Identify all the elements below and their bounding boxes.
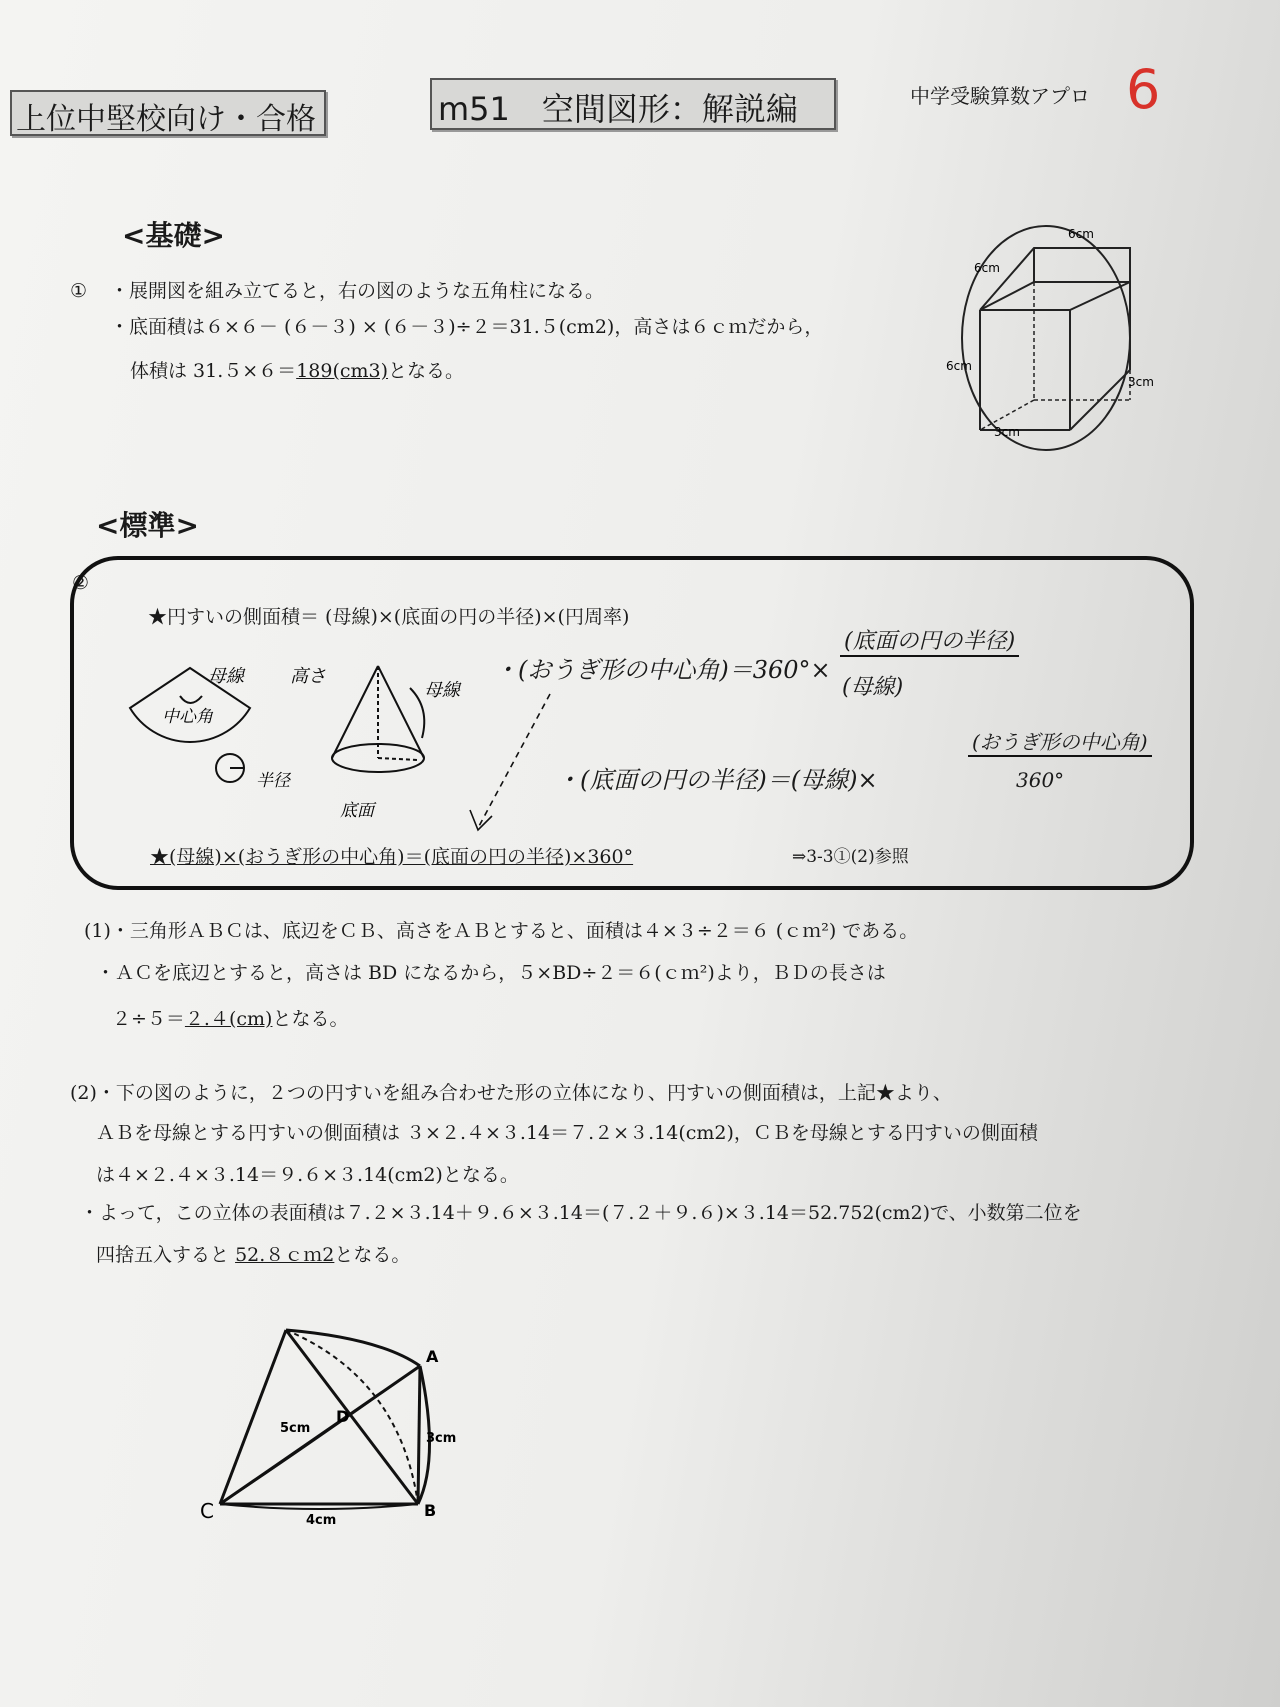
part1-line3 — [112, 1006, 348, 1032]
fig2-label-D: D — [336, 1407, 350, 1426]
fig2-label-ac: 5cm — [280, 1421, 311, 1436]
hand-label-bosen2: 母線 — [424, 680, 460, 701]
fig2-label-B: B — [424, 1501, 437, 1520]
basic-line1: ・展開図を組み立てると，右の図のような五角柱になる。 — [110, 280, 605, 302]
box-reference: ⇒3-3①(2)参照 — [792, 847, 909, 867]
hand-eq1-den: (母線) — [842, 675, 904, 700]
part2-line4: ・よって，この立体の表面積は７.２×３.14＋９.６×３.14＝(７.２＋９.６)×３.14＝52.752(cm2)で、小数第二位を — [80, 1202, 1082, 1224]
prism-label-top: 6cm — [1068, 227, 1094, 241]
hand-label-teimen: 底面 — [340, 801, 374, 821]
fig2-label-cb: 4cm — [306, 1513, 337, 1528]
fig2-label-ab: 3cm — [426, 1431, 457, 1446]
basic-answer: 189(cm3) — [296, 360, 389, 382]
hand-label-takasa: 高さ — [290, 666, 326, 687]
hand-eq2-num: (おうぎ形の中心角) — [968, 726, 1152, 757]
header-brand: 中学受験算数アプロ — [910, 84, 1090, 108]
basic-heading: <基礎> — [122, 219, 225, 252]
fig2-label-C: C — [200, 1499, 214, 1523]
basic-num: ① — [70, 280, 88, 302]
hand-eq1-num: (底面の円の半径) — [840, 624, 1019, 657]
header-left-tag-text: 上位中堅校向け・合格 — [16, 102, 316, 137]
basic-line3-post: となる。 — [388, 360, 465, 382]
hand-eq2-lhs: ・(底面の円の半径)＝(母線)× — [556, 766, 878, 794]
part1-line3-post: となる。 — [272, 1008, 349, 1030]
hand-eq2-den: 360° — [1016, 768, 1065, 792]
header-left-tag — [10, 90, 326, 136]
page-number: 6 — [1126, 58, 1161, 121]
part1-line1: (1)・三角形ＡＢＣは、底辺をＣＢ、高さをＡＢとすると、面積は４×３÷２＝６ (ｃｍ²) である。 — [84, 920, 919, 942]
hand-label-bosen: 母線 — [208, 666, 244, 687]
box-bottom-formula — [150, 842, 633, 869]
prism-figure — [940, 220, 1180, 460]
standard-num: ② — [72, 572, 90, 594]
part1-line2: ・ＡＣを底辺とすると，高さは BD になるから，５×BD÷２＝６(ｃｍ²)より，ＢＤの長さは — [96, 962, 886, 984]
standard-heading: <標準> — [96, 509, 199, 542]
hand-label-chushin: 中心角 — [162, 707, 213, 727]
part2-line1: (2)・下の図のように，２つの円すいを組み合わせた形の立体になり、円すいの側面積は，上記★より、 — [70, 1082, 952, 1104]
part2-answer: 52.８ｃｍ2 — [235, 1244, 335, 1266]
box-bottom-text: ★(母線)×(おうぎ形の中心角)＝(底面の円の半径)×360° — [150, 846, 634, 868]
header-title — [430, 78, 836, 130]
box-formula: ★円すいの側面積＝ (母線)×(底面の円の半径)×(円周率) — [148, 606, 630, 628]
part1-answer: ２.４(cm) — [184, 1008, 273, 1030]
prism-label-bottom: 3cm — [994, 425, 1020, 439]
cone-sketches — [110, 648, 470, 828]
header-title-text: m51 空間図形：解説編 — [438, 90, 798, 128]
part2-line5-post: となる。 — [334, 1244, 411, 1266]
part2-line5-pre: 四捨五入すると — [96, 1244, 230, 1266]
part1-line3-pre: ２÷５＝ — [112, 1008, 185, 1030]
basic-line2: ・底面積は６×６－ (６－３) × (６－３)÷２＝31.５(cm2)，高さは６ｃｍだから， — [110, 316, 824, 338]
part2-line3: は４×２.４×３.14＝９.６×３.14(cm2)となる。 — [96, 1164, 519, 1186]
hand-eq1-lhs: ・(おうぎ形の中心角)＝360°× — [494, 656, 831, 684]
basic-line3-pre: 体積は 31.５×６＝ — [130, 360, 297, 382]
part2-line2: ＡＢを母線とする円すいの側面積は ３×２.４×３.14＝７.２×３.14(cm2)，ＣＢを母線とする円すいの側面積 — [96, 1122, 1038, 1144]
basic-line3 — [130, 358, 464, 384]
prism-label-left-top: 6cm — [974, 261, 1000, 275]
hand-label-hankei: 半径 — [256, 771, 290, 791]
prism-label-right: 3cm — [1128, 375, 1154, 389]
part2-line5 — [96, 1242, 410, 1268]
double-cone-figure — [200, 1318, 460, 1538]
fig2-label-A: A — [426, 1347, 439, 1366]
prism-label-left: 6cm — [946, 359, 972, 373]
